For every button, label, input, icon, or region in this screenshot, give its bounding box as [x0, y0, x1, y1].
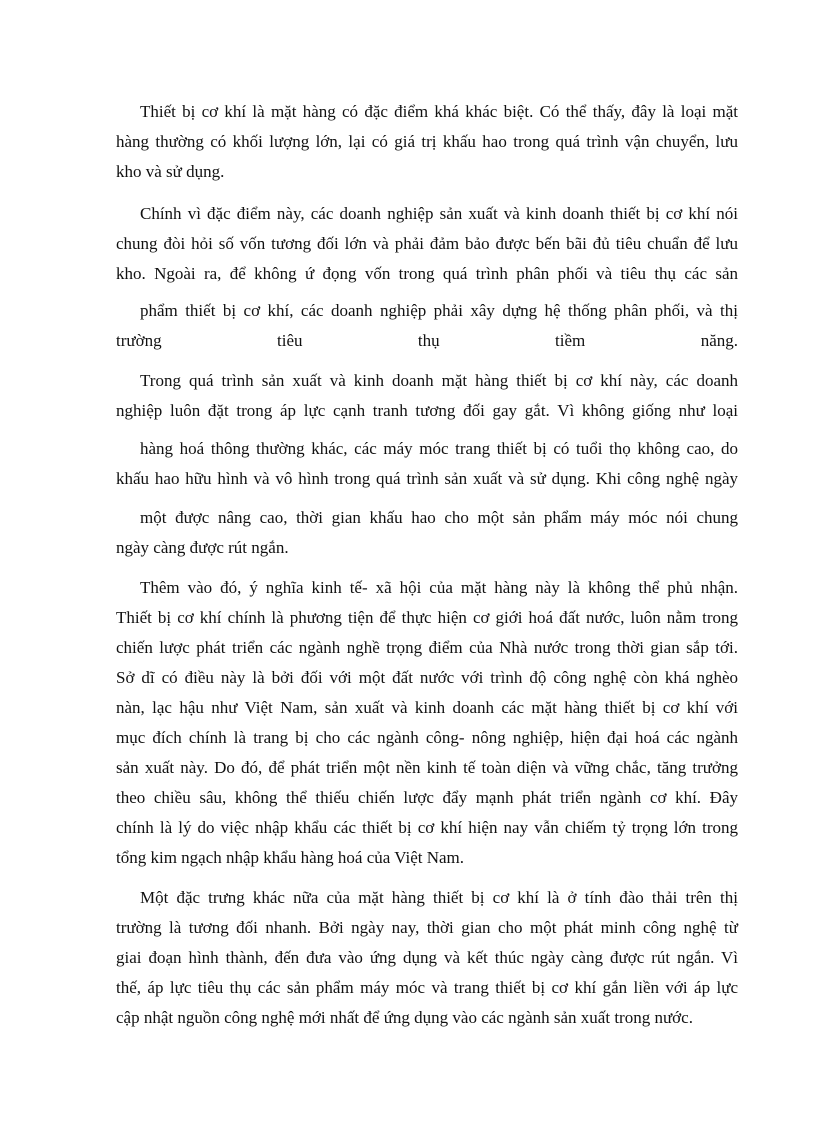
text-line: Chính vì đặc điểm này, các doanh nghiệp sản xuất và kinh doanh thiết bị cơ khí nói: [140, 204, 738, 223]
text-line: kho. Ngoài ra, để không ứ đọng vốn trong quá trình phân phối và tiêu thụ các sản: [116, 264, 738, 283]
text-line: Thiết bị cơ khí là mặt hàng có đặc điểm khá khác biệt. Có thể thấy, đây là loại mặt: [140, 102, 738, 121]
text-line: tổng kim ngạch nhập khẩu hàng hoá của Việt Nam.: [116, 848, 465, 867]
text-line: sản xuất này. Do đó, để phát triển một nền kinh tế toàn diện và vững chắc, tăng trưởng: [116, 758, 738, 777]
text-line: nghiệp luôn đặt trong áp lực cạnh tranh tương đối gay gắt. Vì không giống như loại: [116, 401, 738, 420]
text-line: theo chiều sâu, không thể thiếu chiến lược đẩy mạnh phát triển ngành cơ khí. Đây: [116, 788, 738, 807]
text-line: nàn, lạc hậu như Việt Nam, sản xuất và kinh doanh các mặt hàng thiết bị cơ khí với: [116, 698, 738, 717]
text-line: chính là lý do việc nhập khẩu các thiết bị cơ khí hiện nay vẫn chiếm tỷ trọng lớn trong: [116, 818, 738, 837]
text-line: ngày càng được rút ngắn.: [116, 538, 289, 557]
text-line: hàng thường có khối lượng lớn, lại có giá trị khấu hao trong quá trình vận chuyển, lưu: [116, 132, 738, 151]
text-line: chung đòi hỏi số vốn tương đối lớn và phải đảm bảo được bến bãi đủ tiêu chuẩn để lưu: [116, 234, 738, 253]
text-line: khấu hao hữu hình và vô hình trong quá trình sản xuất và sử dụng. Khi công nghệ ngày: [116, 469, 738, 488]
text-line: Trong quá trình sản xuất và kinh doanh mặt hàng thiết bị cơ khí này, các doanh: [140, 371, 738, 390]
text-line: Sở dĩ có điều này là bởi đối với một đất nước với trình độ công nghệ còn khá nghèo: [116, 668, 738, 687]
text-line: kho và sử dụng.: [116, 162, 225, 181]
text-line: một được nâng cao, thời gian khấu hao cho một sản phẩm máy móc nói chung: [140, 508, 738, 527]
text-line: Một đặc trưng khác nữa của mặt hàng thiết bị cơ khí là ở tính đào thải trên thị: [140, 888, 738, 907]
text-line: chiến lược phát triển các ngành nghề trọng điểm của Nhà nước trong thời gian sắp tới.: [116, 638, 738, 657]
text-line: giai đoạn hình thành, đến đưa vào ứng dụng và kết thúc ngày càng được rút ngắn. Vì: [116, 948, 738, 967]
text-line: phẩm thiết bị cơ khí, các doanh nghiệp phải xây dựng hệ thống phân phối, và thị: [140, 301, 738, 320]
text-line: hàng hoá thông thường khác, các máy móc trang thiết bị có tuổi thọ không cao, do: [140, 439, 738, 458]
text-line: cập nhật nguồn công nghệ mới nhất để ứng dụng vào các ngành sản xuất trong nước.: [116, 1008, 693, 1027]
text-line: Thêm vào đó, ý nghĩa kinh tế- xã hội của mặt hàng này là không thể phủ nhận.: [140, 578, 738, 597]
text-line: Thiết bị cơ khí chính là phương tiện để thực hiện cơ giới hoá đất nước, luôn nằm trong: [116, 608, 738, 627]
text-line: thế, áp lực tiêu thụ các sản phẩm máy móc và trang thiết bị cơ khí gắn liền với áp lực: [116, 978, 738, 997]
text-line: trường là tương đối nhanh. Bởi ngày nay, thời gian cho một phát minh công nghệ từ: [116, 918, 738, 937]
text-line: trường tiêu thụ tiềm năng.: [116, 331, 738, 350]
text-line: mục đích chính là trang bị cho các ngành công- nông nghiệp, hiện đại hoá các ngành: [116, 728, 738, 747]
